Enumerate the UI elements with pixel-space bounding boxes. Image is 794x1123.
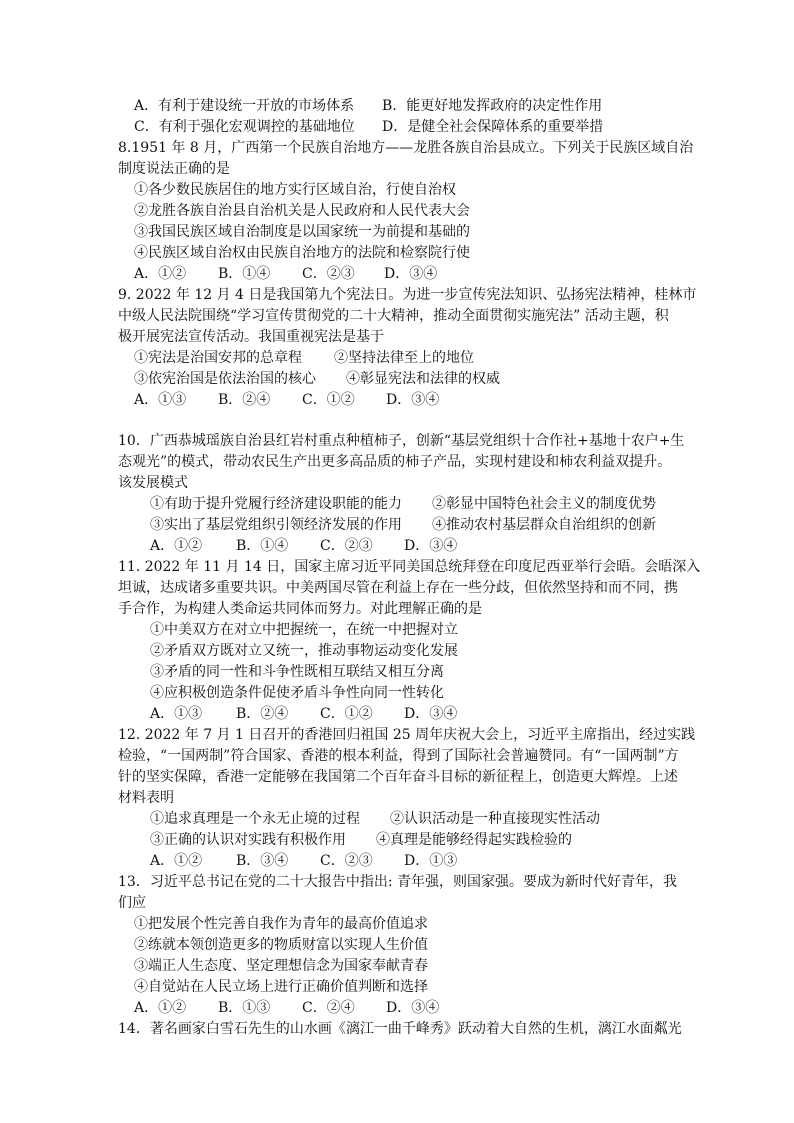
- q13-option-b: B．①③: [218, 1000, 271, 1016]
- q11-statement-2: ②矛盾双方既对立又统一，推动事物运动变化发展: [150, 643, 458, 659]
- q8-statement-2: ②龙胜各族自治县自治机关是人民政府和人民代表大会: [134, 203, 470, 219]
- q13-option-a: A．①②: [134, 1000, 187, 1016]
- q9-stem-line-3: 极开展宪法宣传活动。我国重视宪法是基于: [118, 329, 384, 345]
- q9-statement-1: ①宪法是治国安邦的总章程: [134, 350, 302, 366]
- q11-option-a: A．①③: [150, 706, 203, 722]
- q8-statement-1: ①各少数民族居住的地方实行区域自治，行使自治权: [134, 182, 456, 198]
- q13-option-c: C．②④: [302, 1000, 355, 1016]
- q13-stem-line-2: 们应: [118, 895, 146, 911]
- q13-statement-1: ①把发展个性完善自我作为青年的最高价值追求: [134, 916, 428, 932]
- q12-statement-2: ②认识活动是一种直接现实性活动: [390, 811, 600, 827]
- q11-statement-1: ①中美双方在对立中把握统一，在统一中把握对立: [150, 622, 458, 638]
- q11-option-b: B．②④: [236, 706, 289, 722]
- q8-option-b: B．①④: [218, 266, 271, 282]
- q12-statement-1: ①追求真理是一个永无止境的过程: [150, 811, 360, 827]
- q13-stem-line-1: 13．习近平总书记在党的二十大报告中指出: 青年强，则国家强。要成为新时代好青年，我: [118, 874, 677, 890]
- q8-option-d: D．③④: [384, 266, 438, 282]
- q12-stem-line-3: 针的坚实保障，香港一定能够在我国第二个百年奋斗目标的新征程上，创造更大辉煌。上述: [118, 769, 678, 785]
- q9-statement-2: ②坚持法律至上的地位: [334, 350, 474, 366]
- q8-option-a: A．①②: [134, 266, 187, 282]
- q10-statement-2: ②彰显中国特色社会主义的制度优势: [432, 496, 656, 512]
- q10-option-a: A．①②: [150, 538, 203, 554]
- q8-option-c: C．②③: [302, 266, 355, 282]
- q10-statement-4: ④推动农村基层群众自治组织的创新: [432, 517, 656, 533]
- q8-statement-3: ③我国民族区域自治制度是以国家统一为前提和基础的: [134, 224, 470, 240]
- q7-option-b: B．能更好地发挥政府的决定性作用: [382, 98, 603, 114]
- q11-stem-line-1: 11. 2022 年 11 月 14 日，国家主席习近平同美国总统拜登在印度尼西亚举行会晤。会晤深入: [118, 559, 701, 575]
- q9-option-c: C．①②: [302, 392, 355, 408]
- q10-option-d: D．③④: [404, 538, 458, 554]
- q9-option-d: D．③④: [386, 392, 440, 408]
- q8-stem-line-2: 制度说法正确的是: [118, 161, 230, 177]
- q7-option-a: A．有利于建设统一开放的市场体系: [134, 98, 355, 114]
- q10-option-c: C．②③: [320, 538, 373, 554]
- q9-statement-3: ③依宪治国是依法治国的核心: [134, 371, 316, 387]
- q9-option-a: A．①③: [134, 392, 187, 408]
- q7-option-d: D．是健全社会保障体系的重要举措: [382, 119, 604, 135]
- q13-statement-4: ④自觉站在人民立场上进行正确价值判断和选择: [134, 979, 428, 995]
- q11-stem-line-3: 手合作，为构建人类命运共同体而努力。对此理解正确的是: [118, 601, 482, 617]
- q9-statement-4: ④彰显宪法和法律的权威: [346, 371, 500, 387]
- q10-stem-line-1: 10．广西恭城瑶族自治县红岩村重点种植柿子，创新“基层党组织十合作社+基地十农户+生: [118, 433, 685, 449]
- q10-option-b: B．①④: [236, 538, 289, 554]
- q8-statement-4: ④民族区域自治权由民族自治地方的法院和检察院行使: [134, 245, 470, 261]
- q11-stem-line-2: 坦诚，达成诸多重要共识。中美两国尽管在利益上存在一些分歧，但依然坚持和而不同，携: [118, 580, 678, 596]
- q12-statement-4: ④真理是能够经得起实践检验的: [376, 832, 572, 848]
- q13-statement-3: ③端正人生态度、坚定理想信念为国家奉献青春: [134, 958, 428, 974]
- q12-option-d: D．①③: [404, 853, 458, 869]
- q10-statement-3: ③实出了基层党组织引领经济发展的作用: [150, 517, 402, 533]
- q12-option-c: C．②③: [320, 853, 373, 869]
- q11-option-d: D．③④: [404, 706, 458, 722]
- q10-stem-line-2: 态观光”的模式，带动农民生产出更多高品质的柿子产品，实现村建设和柿农利益双提升。: [118, 454, 672, 470]
- q11-statement-3: ③矛盾的同一性和斗争性既相互联结又相互分离: [150, 664, 444, 680]
- q14-stem-line-1: 14．著名画家白雪石先生的山水画《漓江一曲千峰秀》跃动着大自然的生机，漓江水面粼光: [118, 1021, 682, 1037]
- q12-stem-line-2: 检验，“一国两制”符合国家、香港的根本利益，得到了国际社会普遍赞同。有“一国两制”方: [118, 748, 679, 764]
- q10-statement-1: ①有助于提升党履行经济建设职能的能力: [150, 496, 402, 512]
- q12-stem-line-1: 12. 2022 年 7 月 1 日召开的香港回归祖国 25 周年庆祝大会上，习近平主席指出，经过实践: [118, 727, 696, 743]
- q8-stem-line-1: 8.1951 年 8 月，广西第一个民族自治地方——龙胜各族自治县成立。下列关于民族区域自治: [118, 140, 694, 156]
- q12-option-a: A．①②: [150, 853, 203, 869]
- q10-stem-line-3: 该发展模式: [118, 475, 188, 491]
- q11-statement-4: ④应积极创造条件促使矛盾斗争性向同一性转化: [150, 685, 444, 701]
- q9-stem-line-1: 9. 2022 年 12 月 4 日是我国第九个宪法日。为进一步宣传宪法知识、弘扬宪法精神，桂林市: [118, 287, 697, 303]
- q9-stem-line-2: 中级人民法院围绕“学习宣传贯彻党的二十大精神，推动全面贯彻实施宪法” 活动主题，积: [118, 308, 669, 324]
- q12-option-b: B．③④: [236, 853, 289, 869]
- q12-statement-3: ③正确的认识对实践有积极作用: [150, 832, 346, 848]
- q9-option-b: B．②④: [218, 392, 271, 408]
- q13-option-d: D．③④: [386, 1000, 440, 1016]
- q11-option-c: C．①②: [320, 706, 373, 722]
- q7-option-c: C．有利于强化宏观调控的基础地位: [134, 119, 355, 135]
- q13-statement-2: ②练就本领创造更多的物质财富以实现人生价值: [134, 937, 428, 953]
- q12-stem-line-4: 材料表明: [118, 790, 174, 806]
